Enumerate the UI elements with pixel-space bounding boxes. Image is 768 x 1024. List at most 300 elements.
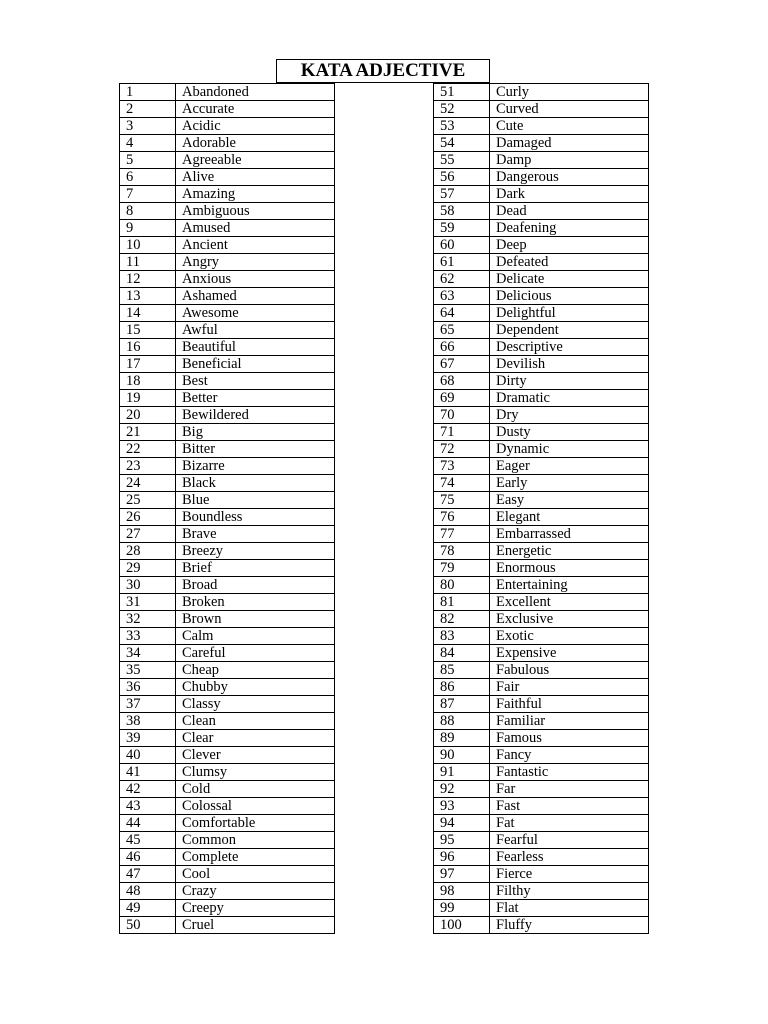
row-number: 20 xyxy=(120,407,176,424)
adjective-word: Comfortable xyxy=(176,815,335,832)
table-row xyxy=(434,815,649,832)
table-row xyxy=(120,662,335,679)
row-number: 63 xyxy=(434,288,490,305)
row-number: 10 xyxy=(120,237,176,254)
table-row xyxy=(120,764,335,781)
row-number: 77 xyxy=(434,526,490,543)
adjective-word: Familiar xyxy=(490,713,649,730)
adjective-word: Black xyxy=(176,475,335,492)
row-number: 66 xyxy=(434,339,490,356)
table-row xyxy=(120,203,335,220)
adjective-word: Fearful xyxy=(490,832,649,849)
table-row xyxy=(434,866,649,883)
adjective-word: Bewildered xyxy=(176,407,335,424)
adjective-word: Expensive xyxy=(490,645,649,662)
row-number: 89 xyxy=(434,730,490,747)
row-number: 90 xyxy=(434,747,490,764)
adjective-word: Better xyxy=(176,390,335,407)
adjective-word: Amused xyxy=(176,220,335,237)
table-row xyxy=(434,747,649,764)
table-row xyxy=(434,645,649,662)
adjective-word: Clear xyxy=(176,730,335,747)
adjective-word: Fast xyxy=(490,798,649,815)
adjective-word: Delicious xyxy=(490,288,649,305)
row-number: 24 xyxy=(120,475,176,492)
adjective-word: Colossal xyxy=(176,798,335,815)
adjective-word: Cute xyxy=(490,118,649,135)
table-row xyxy=(120,101,335,118)
row-number: 94 xyxy=(434,815,490,832)
table-row xyxy=(120,492,335,509)
adjective-word: Deafening xyxy=(490,220,649,237)
table-row xyxy=(434,424,649,441)
table-row xyxy=(120,373,335,390)
row-number: 4 xyxy=(120,135,176,152)
table-row xyxy=(434,543,649,560)
row-number: 38 xyxy=(120,713,176,730)
row-number: 48 xyxy=(120,883,176,900)
adjective-word: Clean xyxy=(176,713,335,730)
table-row xyxy=(120,594,335,611)
row-number: 50 xyxy=(120,917,176,934)
row-number: 2 xyxy=(120,101,176,118)
adjective-word: Blue xyxy=(176,492,335,509)
table-row xyxy=(120,832,335,849)
adjective-word: Dirty xyxy=(490,373,649,390)
adjective-word: Early xyxy=(490,475,649,492)
row-number: 86 xyxy=(434,679,490,696)
row-number: 64 xyxy=(434,305,490,322)
table-row xyxy=(434,186,649,203)
table-row xyxy=(434,849,649,866)
adjective-word: Angry xyxy=(176,254,335,271)
adjective-word: Fancy xyxy=(490,747,649,764)
row-number: 87 xyxy=(434,696,490,713)
table-row xyxy=(434,322,649,339)
adjective-word: Complete xyxy=(176,849,335,866)
adjective-word: Awful xyxy=(176,322,335,339)
table-row xyxy=(434,305,649,322)
row-number: 49 xyxy=(120,900,176,917)
table-row xyxy=(120,322,335,339)
row-number: 34 xyxy=(120,645,176,662)
row-number: 26 xyxy=(120,509,176,526)
row-number: 91 xyxy=(434,764,490,781)
adjective-word: Curly xyxy=(490,84,649,101)
adjective-word: Agreeable xyxy=(176,152,335,169)
row-number: 19 xyxy=(120,390,176,407)
table-row xyxy=(434,764,649,781)
row-number: 68 xyxy=(434,373,490,390)
row-number: 67 xyxy=(434,356,490,373)
row-number: 12 xyxy=(120,271,176,288)
adjective-word: Common xyxy=(176,832,335,849)
row-number: 13 xyxy=(120,288,176,305)
row-number: 42 xyxy=(120,781,176,798)
table-row xyxy=(434,237,649,254)
row-number: 75 xyxy=(434,492,490,509)
table-row xyxy=(120,458,335,475)
table-row xyxy=(120,424,335,441)
adjective-word: Far xyxy=(490,781,649,798)
adjective-word: Entertaining xyxy=(490,577,649,594)
row-number: 70 xyxy=(434,407,490,424)
row-number: 35 xyxy=(120,662,176,679)
adjective-word: Clumsy xyxy=(176,764,335,781)
adjective-word: Best xyxy=(176,373,335,390)
adjective-word: Damaged xyxy=(490,135,649,152)
table-row xyxy=(120,781,335,798)
row-number: 40 xyxy=(120,747,176,764)
adjective-word: Careful xyxy=(176,645,335,662)
row-number: 27 xyxy=(120,526,176,543)
table-row xyxy=(120,271,335,288)
row-number: 37 xyxy=(120,696,176,713)
table-row xyxy=(120,645,335,662)
row-number: 44 xyxy=(120,815,176,832)
adjective-word: Boundless xyxy=(176,509,335,526)
table-row xyxy=(434,730,649,747)
table-row xyxy=(120,679,335,696)
row-number: 58 xyxy=(434,203,490,220)
row-number: 56 xyxy=(434,169,490,186)
adjective-word: Dependent xyxy=(490,322,649,339)
table-row xyxy=(434,611,649,628)
adjective-word: Abandoned xyxy=(176,84,335,101)
row-number: 73 xyxy=(434,458,490,475)
row-number: 55 xyxy=(434,152,490,169)
row-number: 79 xyxy=(434,560,490,577)
table-row xyxy=(434,441,649,458)
table-row xyxy=(434,152,649,169)
table-row xyxy=(434,713,649,730)
row-number: 30 xyxy=(120,577,176,594)
table-row xyxy=(434,84,649,101)
table-row xyxy=(434,594,649,611)
adjective-word: Exotic xyxy=(490,628,649,645)
adjective-word: Enormous xyxy=(490,560,649,577)
row-number: 6 xyxy=(120,169,176,186)
table-row xyxy=(120,611,335,628)
adjective-word: Fantastic xyxy=(490,764,649,781)
row-number: 93 xyxy=(434,798,490,815)
row-number: 71 xyxy=(434,424,490,441)
row-number: 53 xyxy=(434,118,490,135)
table-row xyxy=(434,492,649,509)
table-row xyxy=(120,84,335,101)
adjective-word: Chubby xyxy=(176,679,335,696)
adjective-word: Accurate xyxy=(176,101,335,118)
row-number: 22 xyxy=(120,441,176,458)
adjective-word: Classy xyxy=(176,696,335,713)
adjective-word: Dry xyxy=(490,407,649,424)
row-number: 60 xyxy=(434,237,490,254)
table-row xyxy=(434,832,649,849)
row-number: 16 xyxy=(120,339,176,356)
adjective-word: Bizarre xyxy=(176,458,335,475)
table-row xyxy=(434,628,649,645)
table-row xyxy=(120,900,335,917)
adjective-word: Dusty xyxy=(490,424,649,441)
table-row xyxy=(120,407,335,424)
table-row xyxy=(434,203,649,220)
adjective-word: Fearless xyxy=(490,849,649,866)
row-number: 95 xyxy=(434,832,490,849)
adjective-word: Devilish xyxy=(490,356,649,373)
row-number: 65 xyxy=(434,322,490,339)
table-row xyxy=(120,305,335,322)
adjective-word: Brave xyxy=(176,526,335,543)
row-number: 36 xyxy=(120,679,176,696)
table-row xyxy=(434,101,649,118)
row-number: 33 xyxy=(120,628,176,645)
row-number: 78 xyxy=(434,543,490,560)
adjective-word: Delicate xyxy=(490,271,649,288)
table-row xyxy=(434,560,649,577)
adjective-word: Crazy xyxy=(176,883,335,900)
adjective-word: Broad xyxy=(176,577,335,594)
adjective-word: Eager xyxy=(490,458,649,475)
row-number: 97 xyxy=(434,866,490,883)
table-row xyxy=(120,917,335,934)
adjective-word: Delightful xyxy=(490,305,649,322)
table-row xyxy=(434,271,649,288)
table-row xyxy=(120,441,335,458)
table-row xyxy=(120,509,335,526)
row-number: 52 xyxy=(434,101,490,118)
table-row xyxy=(434,577,649,594)
row-number: 14 xyxy=(120,305,176,322)
table-row xyxy=(120,135,335,152)
table-row xyxy=(120,577,335,594)
adjective-word: Famous xyxy=(490,730,649,747)
table-row xyxy=(120,169,335,186)
adjective-word: Curved xyxy=(490,101,649,118)
row-number: 81 xyxy=(434,594,490,611)
row-number: 54 xyxy=(434,135,490,152)
row-number: 15 xyxy=(120,322,176,339)
row-number: 74 xyxy=(434,475,490,492)
adjective-word: Defeated xyxy=(490,254,649,271)
table-row xyxy=(120,118,335,135)
adjective-word: Creepy xyxy=(176,900,335,917)
row-number: 17 xyxy=(120,356,176,373)
adjective-word: Calm xyxy=(176,628,335,645)
table-row xyxy=(434,288,649,305)
table-row xyxy=(434,407,649,424)
adjective-word: Cheap xyxy=(176,662,335,679)
adjective-word: Cool xyxy=(176,866,335,883)
adjective-word: Embarrassed xyxy=(490,526,649,543)
row-number: 21 xyxy=(120,424,176,441)
adjective-word: Beautiful xyxy=(176,339,335,356)
adjective-word: Fair xyxy=(490,679,649,696)
row-number: 31 xyxy=(120,594,176,611)
table-row xyxy=(434,458,649,475)
row-number: 62 xyxy=(434,271,490,288)
table-row xyxy=(120,186,335,203)
adjective-word: Beneficial xyxy=(176,356,335,373)
row-number: 57 xyxy=(434,186,490,203)
adjective-word: Dangerous xyxy=(490,169,649,186)
adjective-word: Ancient xyxy=(176,237,335,254)
table-row xyxy=(120,560,335,577)
table-row xyxy=(120,747,335,764)
adjective-word: Cruel xyxy=(176,917,335,934)
row-number: 80 xyxy=(434,577,490,594)
row-number: 25 xyxy=(120,492,176,509)
row-number: 61 xyxy=(434,254,490,271)
adjective-word: Dynamic xyxy=(490,441,649,458)
row-number: 76 xyxy=(434,509,490,526)
adjective-word: Fierce xyxy=(490,866,649,883)
table-row xyxy=(120,849,335,866)
adjective-word: Alive xyxy=(176,169,335,186)
adjective-word: Exclusive xyxy=(490,611,649,628)
row-number: 23 xyxy=(120,458,176,475)
row-number: 69 xyxy=(434,390,490,407)
adjective-word: Bitter xyxy=(176,441,335,458)
table-row xyxy=(434,526,649,543)
table-row xyxy=(120,866,335,883)
row-number: 1 xyxy=(120,84,176,101)
table-row xyxy=(434,339,649,356)
table-row xyxy=(120,713,335,730)
row-number: 47 xyxy=(120,866,176,883)
adjective-word: Descriptive xyxy=(490,339,649,356)
table-row xyxy=(434,662,649,679)
row-number: 84 xyxy=(434,645,490,662)
adjective-word: Damp xyxy=(490,152,649,169)
table-row xyxy=(120,254,335,271)
adjective-word: Breezy xyxy=(176,543,335,560)
adjective-word: Anxious xyxy=(176,271,335,288)
adjective-word: Adorable xyxy=(176,135,335,152)
adjective-word: Excellent xyxy=(490,594,649,611)
row-number: 5 xyxy=(120,152,176,169)
table-row xyxy=(434,390,649,407)
table-row xyxy=(120,152,335,169)
table-row xyxy=(120,883,335,900)
table-row xyxy=(434,781,649,798)
adjective-word: Fat xyxy=(490,815,649,832)
table-row xyxy=(434,373,649,390)
table-row xyxy=(434,118,649,135)
adjective-word: Energetic xyxy=(490,543,649,560)
table-row xyxy=(120,475,335,492)
row-number: 8 xyxy=(120,203,176,220)
row-number: 18 xyxy=(120,373,176,390)
row-number: 9 xyxy=(120,220,176,237)
row-number: 98 xyxy=(434,883,490,900)
adjective-word: Dark xyxy=(490,186,649,203)
table-row xyxy=(434,696,649,713)
table-row xyxy=(120,628,335,645)
adjective-word: Filthy xyxy=(490,883,649,900)
row-number: 39 xyxy=(120,730,176,747)
adjective-table-right xyxy=(433,83,649,934)
table-row xyxy=(434,900,649,917)
row-number: 11 xyxy=(120,254,176,271)
adjective-word: Flat xyxy=(490,900,649,917)
row-number: 46 xyxy=(120,849,176,866)
table-row xyxy=(434,798,649,815)
table-row xyxy=(120,730,335,747)
row-number: 3 xyxy=(120,118,176,135)
row-number: 41 xyxy=(120,764,176,781)
row-number: 29 xyxy=(120,560,176,577)
table-row xyxy=(120,696,335,713)
adjective-word: Cold xyxy=(176,781,335,798)
adjective-word: Broken xyxy=(176,594,335,611)
adjective-word: Fluffy xyxy=(490,917,649,934)
table-row xyxy=(120,356,335,373)
adjective-word: Brown xyxy=(176,611,335,628)
table-row xyxy=(120,339,335,356)
row-number: 32 xyxy=(120,611,176,628)
row-number: 82 xyxy=(434,611,490,628)
table-row xyxy=(434,169,649,186)
adjective-word: Big xyxy=(176,424,335,441)
adjective-word: Ambiguous xyxy=(176,203,335,220)
row-number: 7 xyxy=(120,186,176,203)
table-row xyxy=(120,526,335,543)
adjective-word: Amazing xyxy=(176,186,335,203)
adjective-word: Clever xyxy=(176,747,335,764)
row-number: 92 xyxy=(434,781,490,798)
table-row xyxy=(120,390,335,407)
adjective-word: Dramatic xyxy=(490,390,649,407)
adjective-word: Faithful xyxy=(490,696,649,713)
row-number: 88 xyxy=(434,713,490,730)
adjective-word: Acidic xyxy=(176,118,335,135)
adjective-word: Fabulous xyxy=(490,662,649,679)
row-number: 59 xyxy=(434,220,490,237)
table-row xyxy=(434,883,649,900)
row-number: 28 xyxy=(120,543,176,560)
row-number: 72 xyxy=(434,441,490,458)
row-number: 96 xyxy=(434,849,490,866)
table-row xyxy=(120,288,335,305)
adjective-word: Ashamed xyxy=(176,288,335,305)
row-number: 43 xyxy=(120,798,176,815)
table-row xyxy=(120,220,335,237)
table-row xyxy=(120,798,335,815)
table-row xyxy=(120,815,335,832)
adjective-word: Elegant xyxy=(490,509,649,526)
table-row xyxy=(434,254,649,271)
page-title: KATA ADJECTIVE xyxy=(276,59,490,83)
adjective-word: Awesome xyxy=(176,305,335,322)
row-number: 51 xyxy=(434,84,490,101)
table-row xyxy=(120,237,335,254)
table-row xyxy=(434,356,649,373)
adjective-word: Easy xyxy=(490,492,649,509)
table-row xyxy=(120,543,335,560)
adjective-word: Deep xyxy=(490,237,649,254)
table-row xyxy=(434,475,649,492)
table-row xyxy=(434,917,649,934)
adjective-word: Brief xyxy=(176,560,335,577)
table-row xyxy=(434,220,649,237)
row-number: 100 xyxy=(434,917,490,934)
adjective-word: Dead xyxy=(490,203,649,220)
row-number: 45 xyxy=(120,832,176,849)
row-number: 83 xyxy=(434,628,490,645)
adjective-table-left xyxy=(119,83,335,934)
table-row xyxy=(434,135,649,152)
table-row xyxy=(434,679,649,696)
